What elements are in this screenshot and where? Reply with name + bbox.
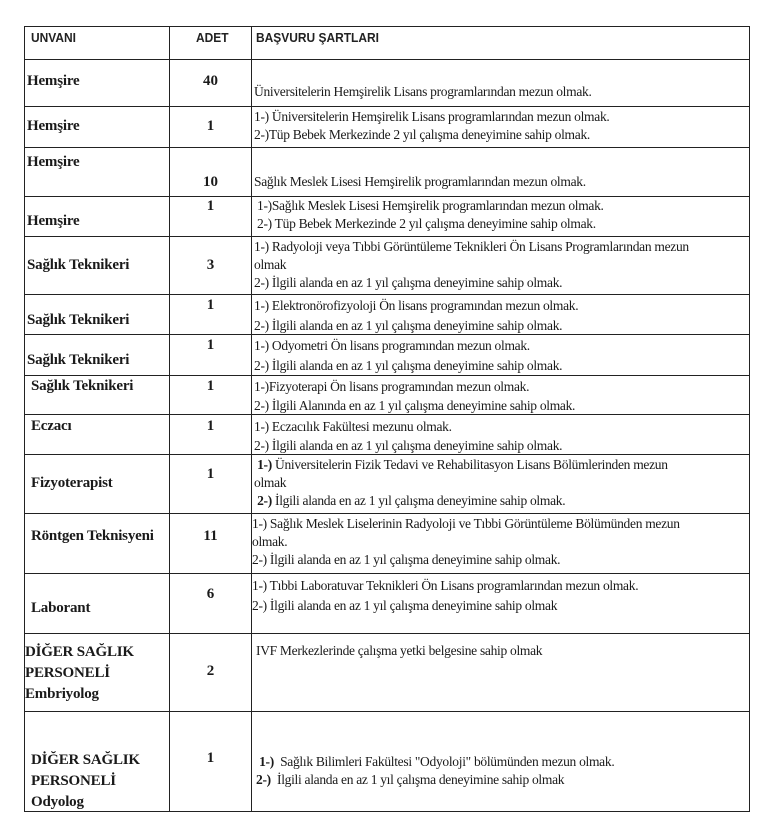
- requirement-line: 1-) Eczacılık Fakültesi mezunu olmak.: [254, 419, 452, 434]
- position-title: Fizyoterapist: [31, 475, 113, 491]
- requirement-line: Üniversitelerin Fizik Tedavi ve Rehabilitasyon Lisans Bölümlerinden mezun: [271, 457, 668, 472]
- position-count: 1: [206, 337, 215, 353]
- table-row: [24, 514, 750, 574]
- requirement-number: 1-): [259, 754, 274, 769]
- header-title: UNVANI: [31, 30, 76, 45]
- position-title: Hemşire: [27, 154, 80, 170]
- position-title-line: Odyolog: [31, 794, 84, 810]
- position-title-line: Embriyolog: [25, 686, 99, 702]
- position-count: 1: [206, 466, 215, 482]
- position-count: 1: [206, 378, 215, 394]
- table-row: [24, 376, 750, 415]
- table-row: [24, 107, 750, 148]
- position-title: Sağlık Teknikeri: [27, 312, 130, 328]
- position-count: 6: [206, 586, 215, 602]
- requirement-line: 2-) İlgili alanda en az 1 yıl çalışma deneyimine sahip olmak.: [254, 358, 563, 373]
- requirement-line: 2-) İlgili alanda en az 1 yıl çalışma deneyimine sahip olmak.: [254, 275, 563, 290]
- requirement-line: 2-) İlgili alanda en az 1 yıl çalışma deneyimine sahip olmak.: [254, 318, 563, 333]
- requirement-line: İlgili alanda en az 1 yıl çalışma deneyimine sahip olmak: [270, 772, 565, 787]
- requirement-line: 1-) Elektronörofizyoloji Ön lisans programından mezun olmak.: [254, 298, 579, 313]
- position-title-line: DİĞER SAĞLIK: [31, 752, 140, 768]
- requirement-line: 2-) Tüp Bebek Merkezinde 2 yıl çalışma deneyimine sahip olmak.: [257, 216, 596, 231]
- requirement-line: 1-) Sağlık Meslek Liselerinin Radyoloji ve Tıbbi Görüntüleme Bölümünden mezun: [252, 516, 680, 531]
- position-title: Sağlık Teknikeri: [31, 378, 134, 394]
- position-count: 1: [206, 198, 215, 214]
- requirement-line: İlgili alanda en az 1 yıl çalışma deneyimine sahip olmak.: [271, 493, 566, 508]
- header-count: ADET: [196, 30, 229, 45]
- table-row: [24, 197, 750, 237]
- table-row: [24, 634, 750, 712]
- position-title: Sağlık Teknikeri: [27, 257, 130, 273]
- table-row: [24, 335, 750, 376]
- requirement-line: 1-) Odyometri Ön lisans programından mezun olmak.: [254, 338, 530, 353]
- position-title: Eczacı: [31, 418, 72, 434]
- header-requirements: BAŞVURU ŞARTLARI: [256, 30, 379, 45]
- table-row: [24, 712, 750, 812]
- position-count: 1: [206, 750, 215, 766]
- table-row: [24, 148, 750, 197]
- table-row: [24, 574, 750, 634]
- requirement-line: 2-) İlgili alanda en az 1 yıl çalışma deneyimine sahip olmak.: [252, 552, 561, 567]
- position-count: 10: [203, 174, 218, 190]
- requirement-line: 1-)Sağlık Meslek Lisesi Hemşirelik programlarından mezun olmak.: [257, 198, 604, 213]
- requirement-line: 2-) İlgili Alanında en az 1 yıl çalışma deneyimine sahip olmak.: [254, 398, 576, 413]
- position-title: Hemşire: [27, 73, 80, 89]
- table-row: [24, 60, 750, 107]
- requirement-line: 1-) Tıbbi Laboratuvar Teknikleri Ön Lisans programlarından mezun olmak.: [252, 578, 639, 593]
- requirement-number: 1-): [257, 457, 272, 472]
- position-title: Sağlık Teknikeri: [27, 352, 130, 368]
- position-title: Laborant: [31, 600, 91, 616]
- requirement-line: IVF Merkezlerinde çalışma yetki belgesine sahip olmak: [256, 643, 543, 658]
- position-count: 3: [206, 257, 215, 273]
- requirement-line: 1-)Fizyoterapi Ön lisans programından mezun olmak.: [254, 379, 530, 394]
- position-title: Hemşire: [27, 118, 80, 134]
- requirement-line: 1-) Radyoloji veya Tıbbi Görüntüleme Teknikleri Ön Lisans Programlarından mezun: [254, 239, 689, 254]
- requirement-number: 2-): [257, 493, 272, 508]
- position-count: 1: [206, 297, 215, 313]
- position-count: 2: [206, 663, 215, 679]
- table-row: [24, 295, 750, 335]
- position-title: Röntgen Teknisyeni: [31, 528, 154, 544]
- requirement-line: 2-) İlgili alanda en az 1 yıl çalışma deneyimine sahip olmak.: [254, 438, 563, 453]
- position-title-line: PERSONELİ: [25, 665, 110, 681]
- table-header-row: [24, 26, 750, 60]
- requirement-line: Sağlık Bilimleri Fakültesi "Odyoloji" bölümünden mezun olmak.: [273, 754, 615, 769]
- requirement-line: 2-) İlgili alanda en az 1 yıl çalışma deneyimine sahip olmak: [252, 598, 558, 613]
- requirement-line: Sağlık Meslek Lisesi Hemşirelik programlarından mezun olmak.: [254, 174, 586, 189]
- position-count: 1: [206, 418, 215, 434]
- position-title-line: DİĞER SAĞLIK: [25, 644, 134, 660]
- requirement-line: Üniversitelerin Hemşirelik Lisans programlarından mezun olmak.: [254, 84, 592, 99]
- requirement-line: 1-) Üniversitelerin Hemşirelik Lisans programlarından mezun olmak.: [254, 109, 610, 124]
- position-count: 40: [203, 73, 218, 89]
- position-title: Hemşire: [27, 213, 80, 229]
- position-title-line: PERSONELİ: [31, 773, 116, 789]
- requirement-line: 2-)Tüp Bebek Merkezinde 2 yıl çalışma deneyimine sahip olmak.: [254, 127, 590, 142]
- table-row: [24, 415, 750, 455]
- table-row: [24, 455, 750, 514]
- requirement-line: olmak: [254, 257, 287, 272]
- table-row: [24, 237, 750, 295]
- requirement-line: olmak.: [252, 534, 288, 549]
- requirement-line: olmak: [254, 475, 287, 490]
- position-count: 11: [203, 528, 218, 544]
- position-count: 1: [206, 118, 215, 134]
- requirement-number: 2-): [256, 772, 271, 787]
